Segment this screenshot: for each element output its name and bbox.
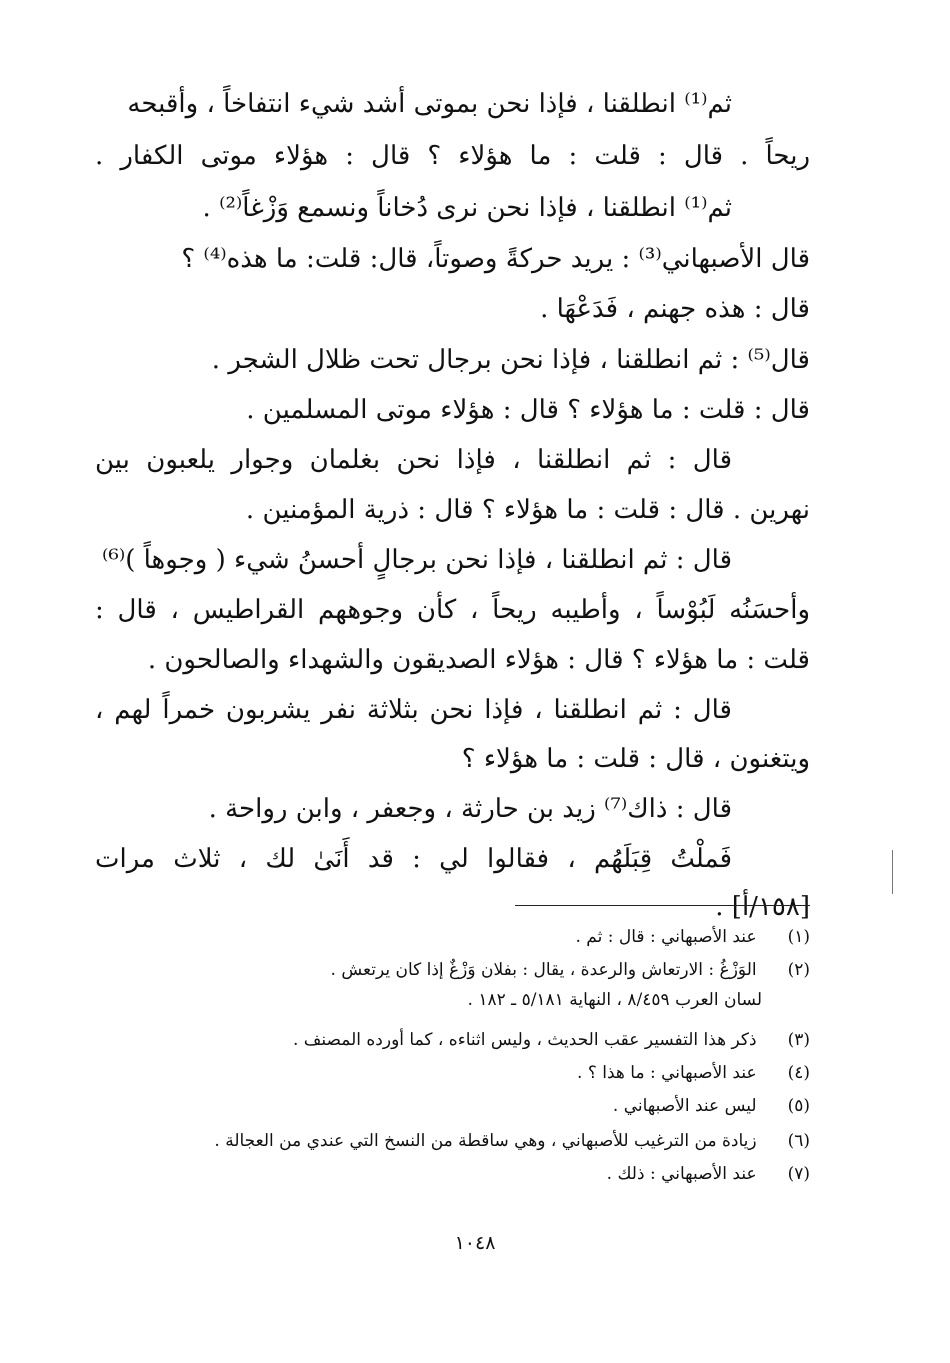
text-line: قال : ثم انطلقنا ، فإذا نحن بغلمان وجوار يلعبون بين (95, 445, 732, 475)
footnote (90, 1160, 810, 1188)
footnote-text: زيادة من الترغيب للأصبهاني ، وهي ساقطة من النسخ التي عندي من العجالة . (214, 1131, 757, 1151)
footnote-number: (٥) (787, 1096, 810, 1116)
margin-mark (892, 850, 893, 894)
text-line: نهرين . قال : قلت : ما هؤلاء ؟ قال : ذرية المؤمنين . (245, 495, 810, 525)
footnote-text: عند الأصبهاني : ما هذا ؟ . (577, 1063, 757, 1083)
text-line: ويتغنون ، قال : قلت : ما هؤلاء ؟ (461, 744, 810, 774)
text-line: قال : ثم انطلقنا ، فإذا نحن بثلاثة نفر يشربون خمراً لهم ، (95, 695, 732, 725)
text-line: فَملْتُ قِبَلَهُم ، فقالوا لي : قد أَنَىٰ لك ، ثلاث مرات (95, 844, 732, 874)
footnote-text: عند الأصبهاني : قال : ثم . (575, 927, 757, 947)
text-line: ثم⁽¹⁾ انطلقنا ، فإذا نحن بموتى أشد شيء انتفاخاً ، وأقبحه (127, 89, 732, 119)
footnote (90, 1092, 810, 1120)
text-line: قال : ذاك⁽⁷⁾ زيد بن حارثة ، وجعفر ، وابن رواحة . (208, 794, 732, 824)
footnote (90, 956, 810, 984)
text-line: [١٥٨/أ] . (715, 892, 810, 922)
footnote-text: ذكر هذا التفسير عقب الحديث ، وليس اثناءه ، كما أورده المصنف . (292, 1030, 757, 1050)
footnote-number: (٣) (787, 1030, 810, 1050)
footnote-number: (٤) (787, 1063, 810, 1083)
footnote-continuation (90, 986, 810, 1014)
text-line: ثم⁽¹⁾ انطلقنا ، فإذا نحن نرى دُخاناً ونسمع وَزْغاً⁽²⁾ . (202, 193, 732, 223)
footnote-text: لسان العرب ٨/٤٥٩ ، النهاية ٥/١٨١ ـ ١٨٢ . (467, 990, 762, 1010)
text-line: قال الأصبهاني⁽³⁾ : يريد حركةً وصوتاً، قال: قلت: ما هذه⁽⁴⁾ ؟ (181, 244, 810, 274)
footnote-separator (515, 905, 810, 906)
page-number: ١٠٤٨ (454, 1232, 496, 1254)
footnote-text: ليس عند الأصبهاني . (612, 1096, 757, 1116)
footnote-number: (٢) (787, 960, 810, 980)
text-line: ريحاً . قال : قلت : ما هؤلاء ؟ قال : هؤلاء موتى الكفار . (95, 141, 810, 171)
footnote (90, 923, 810, 951)
footnote (90, 1059, 810, 1087)
text-line: قال : هذه جهنم ، فَدَعْهَا . (540, 294, 810, 324)
text-line: قال⁽⁵⁾ : ثم انطلقنا ، فإذا نحن برجال تحت ظلال الشجر . (211, 345, 810, 375)
footnote-number: (٦) (787, 1131, 810, 1151)
text-line: قلت : ما هؤلاء ؟ قال : هؤلاء الصديقون والشهداء والصالحون . (147, 645, 810, 675)
text-line: قال : ثم انطلقنا ، فإذا نحن برجالٍ أحسنُ شيء ( وجوهاً )⁽⁶⁾ (101, 545, 732, 575)
footnote (90, 1127, 810, 1155)
footnote (90, 1026, 810, 1054)
footnote-text: الوَزْغُ : الارتعاش والرعدة ، يقال : بفلان وَزْغٌ إذا كان يرتعش . (330, 960, 757, 980)
text-line: وأحسَنُه لَبُوْساً ، وأطيبه ريحاً ، كأن وجوههم القراطيس ، قال : (95, 595, 810, 625)
footnote-number: (٧) (787, 1164, 810, 1184)
footnote-text: عند الأصبهاني : ذلك . (606, 1164, 757, 1184)
text-line: قال : قلت : ما هؤلاء ؟ قال : هؤلاء موتى المسلمين . (246, 395, 810, 425)
footnote-number: (١) (787, 927, 810, 947)
